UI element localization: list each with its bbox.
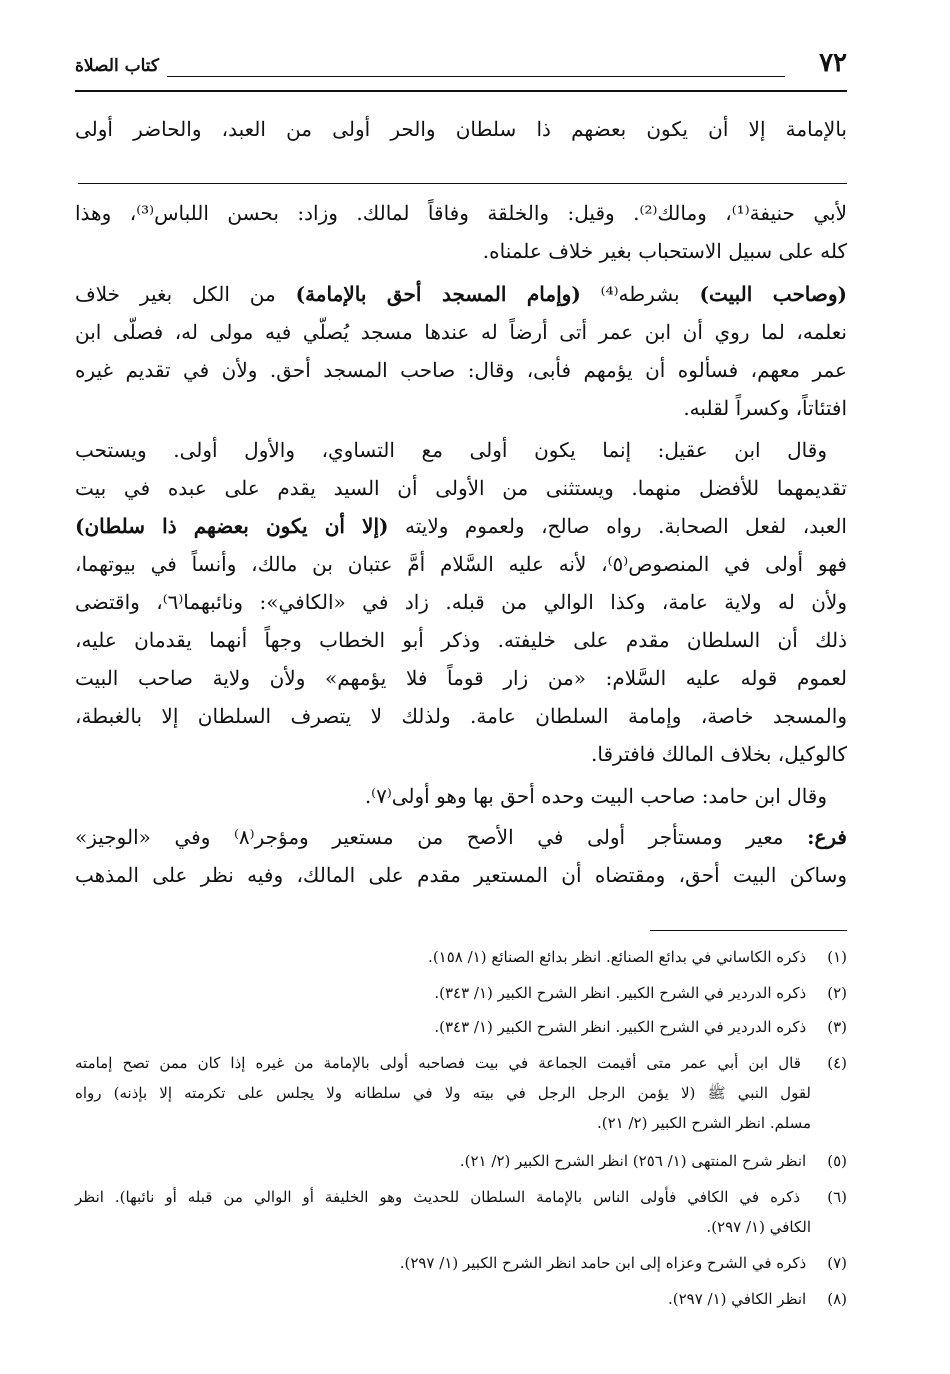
body-line: ذلك أن السلطان مقدم على خليفته. وذكر أبو الخطاب وجهاً أنهما يقدمان عليه، xyxy=(75,628,847,652)
bold-phrase: (وإمام المسجد أحق بالإمامة) xyxy=(295,282,581,306)
body-line: وساكن البيت أحق، ومقتضاه أن المستعير مقدم على المالك، وفيه نظر على المذهب xyxy=(75,863,847,887)
plain-phrase: بشرطه⁽⁴⁾ xyxy=(580,282,700,306)
body-line: نعلمه، لما روي أن ابن عمر أتى أرضاً له عندها مسجد يُصلّي فيه مولى له، فصلّى ابن xyxy=(75,320,847,344)
page-number: ٧٢ xyxy=(819,48,847,78)
footnote-number: (٢) xyxy=(827,984,847,1002)
footnote xyxy=(75,980,847,1006)
footnote-continuation: مسلم. انظر الشرح الكبير (٢/ ٢١). xyxy=(596,1114,811,1132)
footnote-text: ذكره في الكافي فأولى الناس بالإمامة السلطان للحديث وهو الخليفة أو الوالي من قبله أو نائبها). انظر xyxy=(75,1188,801,1206)
plain-phrase: معير ومستأجر أولى في الأصح من مستعير ومؤجر⁽٨⁾ وفي «الوجيز» xyxy=(75,825,808,849)
footnote-number: (٨) xyxy=(827,1290,847,1308)
top-line: بالإمامة إلا أن يكون بعضهم ذا سلطان والحر أولى من العبد، والحاضر أولى xyxy=(75,117,847,141)
body-line: كالوكيل، بخلاف المالك فافترقا. xyxy=(591,742,847,766)
body-line: عمر معهم، فسألوه أن يؤمهم فأبى، وقال: صاحب المسجد أحق. ولأن في تقديم غيره xyxy=(75,358,847,382)
body-line xyxy=(75,820,847,854)
footnote xyxy=(75,1250,847,1276)
body-line: افتئاتاً، وكسراً لقلبه. xyxy=(683,396,847,420)
footnote xyxy=(75,1148,847,1174)
footnote-continuation: الكافي (١/ ٢٩٧). xyxy=(706,1218,811,1236)
footnote-text: ذكره في الشرح وعزاه إلى ابن حامد انظر الشرح الكبير (١/ ٢٩٧). xyxy=(399,1254,807,1272)
plain-phrase: من الكل بغير خلاف xyxy=(75,282,296,306)
header-dash-line xyxy=(167,76,785,77)
body-line: لعموم قوله عليه السَّلام: «من زار قوماً فلا يؤمهم» ولأن ولاية صاحب البيت xyxy=(75,666,847,690)
footnote-number: (٦) xyxy=(827,1188,847,1206)
plain-phrase: العبد، لفعل الصحابة. رواه صالح، ولعموم ولايته xyxy=(388,514,847,538)
header-rule xyxy=(75,90,847,92)
body-line: تقديمهما للأفضل منهما. ويستثنى من الأولى أن السيد يقدم على عبده في بيت xyxy=(75,476,847,500)
footnote-text: ذكره الدردير في الشرح الكبير. انظر الشرح الكبير (١/ ٣٤٣). xyxy=(434,1018,807,1036)
footnote xyxy=(75,1184,847,1210)
book-title: كتاب الصلاة xyxy=(75,56,160,76)
body-line: ولأن له ولاية عامة، وكذا الوالي من قبله. زاد في «الكافي»: ونائبهما⁽٦⁾، واقتضى xyxy=(75,590,847,614)
section-separator xyxy=(78,183,847,184)
bold-phrase: (إلا أن يكون بعضهم ذا سلطان) xyxy=(75,514,389,538)
bold-phrase: (وصاحب البيت) xyxy=(699,282,848,306)
footnote-rule xyxy=(650,930,847,931)
footnote-text: انظر الكافي (١/ ٢٩٧). xyxy=(667,1290,807,1308)
body-line: لأبي حنيفة⁽¹⁾، ومالك⁽²⁾. وقيل: والخلقة وفاقاً لمالك. وزاد: بحسن اللباس⁽³⁾، وهذا xyxy=(75,201,848,225)
footnote xyxy=(75,1286,847,1312)
footnote-text: قال ابن أبي عمر متى أقيمت الجماعة في بيت فصاحبه أولى بالإمامة من غيره إذا كان ممن تصح إمامته xyxy=(75,1054,801,1072)
footnote-number: (٧) xyxy=(827,1254,847,1272)
footnote-text: انظر شرح المنتهى (١/ ٢٥٦) انظر الشرح الكبير (٢/ ٢١). xyxy=(459,1152,807,1170)
running-header xyxy=(75,46,847,94)
bold-phrase: فرع: xyxy=(807,825,847,849)
body-line: والمسجد خاصة، وإمامة السلطان عامة. ولذلك لا يتصرف السلطان إلا بالغبطة، xyxy=(75,704,847,728)
footnote-text: ذكره الدردير في الشرح الكبير. انظر الشرح الكبير (١/ ٣٤٣). xyxy=(434,984,807,1002)
footnote-number: (١) xyxy=(827,948,847,966)
body-line: فهو أولى في المنصوص⁽٥⁾، لأنه عليه السَّلام أمَّ عتبان بن مالك، وأنساً في بيوتهما، xyxy=(75,552,847,576)
footnote-number: (٣) xyxy=(827,1018,847,1036)
body-line xyxy=(75,277,847,311)
body-line: وقال ابن حامد: صاحب البيت وحده أحق بها وهو أولى⁽٧⁾. xyxy=(364,784,827,808)
footnote-continuation: لقول النبي ﷺ (لا يؤمن الرجل الرجل في بيته ولا في سلطانه ولا يجلس على تكرمته إلا بإذنه) رواه xyxy=(75,1084,811,1102)
footnote-number: (٥) xyxy=(827,1152,847,1170)
footnote xyxy=(75,1014,847,1040)
footnote xyxy=(75,944,847,970)
body-line: كله على سبيل الاستحباب بغير خلاف علمناه. xyxy=(482,239,847,263)
body-line xyxy=(75,509,847,543)
body-line: وقال ابن عقيل: إنما يكون أولى مع التساوي، والأول أولى. ويستحب xyxy=(75,438,827,462)
footnote-number: (٤) xyxy=(827,1054,847,1072)
footnote xyxy=(75,1050,847,1076)
footnote-text: ذكره الكاساني في بدائع الصنائع. انظر بدائع الصنائع (١/ ١٥٨). xyxy=(428,948,807,966)
